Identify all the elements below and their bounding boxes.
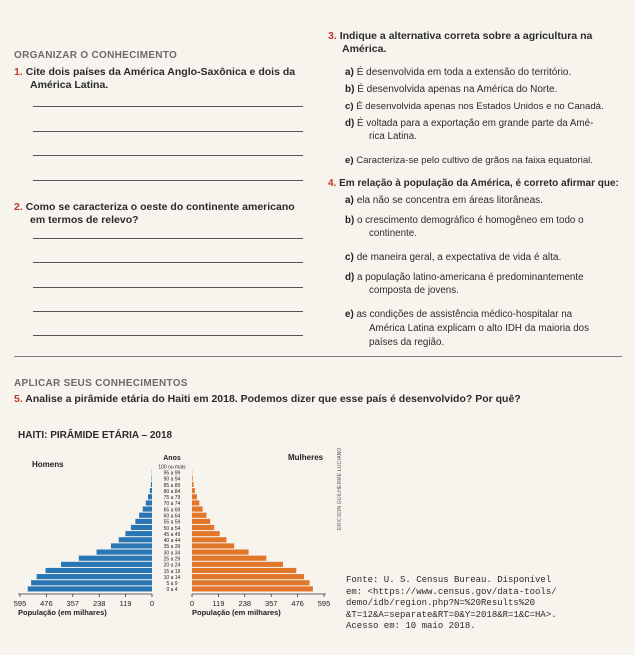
male-bar [151,482,152,487]
male-bar [61,562,152,567]
option-text: as condições de assistência médico-hospitalar na [356,309,573,320]
question-text-cont: em termos de relevo? [30,214,139,226]
left-x-tick-label: 238 [92,599,106,608]
age-tick-label: 70 a 74 [163,501,181,508]
age-tick-label: 30 a 34 [163,550,181,557]
right-x-tick-label: 119 [212,599,225,608]
left-x-axis-label: População (em milhares) [18,608,107,617]
photo-credit: ERICSON GUILHERME LUCIANO [337,447,343,530]
option-3e[interactable] [345,155,635,168]
option-4b[interactable] [345,215,635,240]
female-bar [192,574,304,579]
male-bar [28,586,152,591]
female-bar [192,482,194,487]
male-bar [131,525,152,530]
answer-line[interactable] [33,311,303,312]
source-line: Acesso em: 10 maio 2018. [346,621,476,631]
option-letter: d) [345,118,355,129]
age-tick-label: 5 a 9 [166,581,178,588]
option-4c[interactable] [345,252,630,265]
population-pyramid-chart [0,440,340,640]
question-1 [14,66,314,92]
option-3b[interactable] [345,84,630,97]
female-bar [192,550,249,555]
question-text-cont: América Latina. [30,79,109,91]
option-text-cont: continente. [369,227,417,239]
option-3d[interactable] [345,118,635,143]
option-letter: e) [345,155,354,166]
option-text: É desenvolvida apenas nos Estados Unidos e no Canadá. [356,101,604,112]
age-tick-label: 95 a 99 [163,470,181,477]
option-letter: b) [345,215,355,226]
male-bar [79,556,152,561]
age-tick-label: 15 a 19 [163,568,181,575]
left-series-label: Homens [32,460,64,469]
answer-line[interactable] [33,262,303,263]
source-line: &T=12&A=separate&RT=0&Y=2018&R=1&C=HA>. [346,609,557,620]
female-bar [192,562,283,567]
option-text-cont: rica Latina. [369,130,417,142]
question-5 [14,393,634,406]
age-tick-label: 55 a 59 [163,519,181,526]
question-text: Analise a pirâmide etária do Haiti em 2018. Podemos dizer que esse país é desenvolvido? Por quê? [25,393,521,405]
age-tick-label: 0 a 4 [166,587,178,594]
age-tick-label: 45 a 49 [163,531,181,538]
section-title-organizar: ORGANIZAR O CONHECIMENTO [14,50,178,61]
question-number: 4. [328,178,337,189]
source-line: demo/idb/region.php?N=%20Results%20 [346,598,536,608]
age-tick-label: 85 a 89 [163,482,181,489]
option-text: a população latino-americana é predominantemente [356,272,584,283]
female-bar [192,488,195,493]
answer-line[interactable] [33,287,303,288]
figure-source [346,575,557,633]
question-number: 3. [328,30,337,42]
option-text: Caracteriza-se pelo cultivo de grãos na faixa equatorial. [356,155,593,166]
age-tick-label: 20 a 24 [163,562,181,569]
right-x-tick-label: 238 [238,599,252,608]
male-bar [139,513,152,518]
male-bar [125,531,152,536]
option-letter: c) [345,252,354,263]
question-text: Como se caracteriza o oeste do continente americano [25,201,295,213]
female-bar [192,519,210,524]
question-text: Cite dois países da América Anglo-Saxônica e dois da [25,66,296,78]
figure-title: HAITI: PIRÂMIDE ETÁRIA – 2018 [18,430,173,441]
female-bar [192,494,197,499]
option-text: o crescimento demográfico é homogêneo em todo o [356,215,584,226]
age-tick-label: 65 a 69 [163,507,181,514]
male-bar [143,507,152,512]
male-bar [146,500,152,505]
question-number: 5. [14,393,23,405]
age-tick-label: 100 ou mais [158,464,186,471]
male-bar [37,574,152,579]
answer-line[interactable] [33,106,303,107]
left-x-tick-label: 119 [119,599,132,608]
option-text-cont: América Latina explicam o alto IDH da maioria dos [369,323,589,334]
female-bar [192,556,266,561]
answer-line[interactable] [33,238,303,239]
section-title-aplicar: APLICAR SEUS CONHECIMENTOS [14,378,188,389]
option-text: de maneira geral, a expectativa de vida é alta. [356,252,562,263]
right-series-label: Mulheres [288,453,324,462]
right-x-tick-label: 357 [264,599,278,608]
question-3 [328,30,628,56]
male-bar [31,580,152,585]
male-bar [135,519,152,524]
right-x-axis-label: População (em milhares) [192,608,281,617]
female-bar [192,543,234,548]
option-4e[interactable] [345,308,635,350]
female-bar [192,537,226,542]
option-letter: a) [345,195,354,206]
option-text: É desenvolvida apenas na América do Norte. [357,84,558,95]
age-tick-label: 50 a 54 [163,525,181,532]
left-x-tick-label: 595 [13,599,27,608]
female-bar [192,531,220,536]
option-text: ela não se concentra em áreas litorâneas. [356,195,543,206]
male-bar [148,494,152,499]
option-text: É desenvolvida em toda a extensão do território. [356,67,572,78]
question-text: Em relação à população da América, é correto afirmar que: [339,178,619,189]
age-tick-label: 75 a 79 [163,495,181,502]
female-bar [192,513,206,518]
female-bar [192,507,203,512]
option-text-cont: países da região. [369,337,445,348]
center-axis-label: Anos [163,455,181,462]
option-3c[interactable] [345,101,635,114]
male-bar [150,488,152,493]
source-line: em: <https://www.census.gov/data-tools/ [346,586,557,597]
source-line: Fonte: U. S. Census Bureau. Disponível [346,575,552,585]
female-bar [192,525,214,530]
question-text-cont: América. [342,43,387,55]
option-letter: e) [345,309,354,320]
female-bar [192,580,310,585]
answer-line[interactable] [33,335,303,336]
age-tick-label: 25 a 29 [163,556,181,563]
female-bar [192,568,296,573]
female-bar [192,476,193,481]
answer-line[interactable] [33,131,303,132]
right-x-tick-label: 595 [317,599,331,608]
left-x-tick-label: 476 [40,599,53,608]
question-text: Indique a alternativa correta sobre a agricultura na [339,30,593,42]
option-letter: b) [345,84,355,95]
male-bar [111,543,152,548]
option-3a[interactable] [345,67,630,80]
age-tick-label: 35 a 39 [163,544,181,551]
option-letter: d) [345,272,355,283]
age-tick-label: 40 a 44 [163,538,181,545]
option-4d[interactable] [345,272,635,297]
left-x-tick-label: 357 [66,599,80,608]
age-tick-label: 80 a 84 [163,488,181,495]
male-bar [97,550,152,555]
female-bar [192,500,199,505]
option-4a[interactable] [345,195,630,208]
left-x-tick-label: 0 [149,599,155,608]
option-text: É voltada para a exportação em grande parte da Amé- [356,118,594,129]
option-letter: c) [345,101,354,112]
question-number: 1. [14,66,23,78]
age-tick-label: 10 a 14 [163,574,181,581]
option-text-cont: composta de jovens. [369,284,459,296]
answer-line[interactable] [33,155,303,156]
right-x-tick-label: 0 [189,599,195,608]
male-bar [46,568,152,573]
answer-line[interactable] [33,180,303,181]
question-number: 2. [14,201,23,213]
section-divider [14,356,622,357]
female-bar [192,586,313,591]
age-tick-label: 90 a 94 [163,476,181,483]
option-letter: a) [345,67,354,78]
age-tick-label: 60 a 64 [163,513,181,520]
question-4 [328,177,635,190]
question-2 [14,201,314,227]
male-bar [119,537,152,542]
right-x-tick-label: 476 [291,599,304,608]
